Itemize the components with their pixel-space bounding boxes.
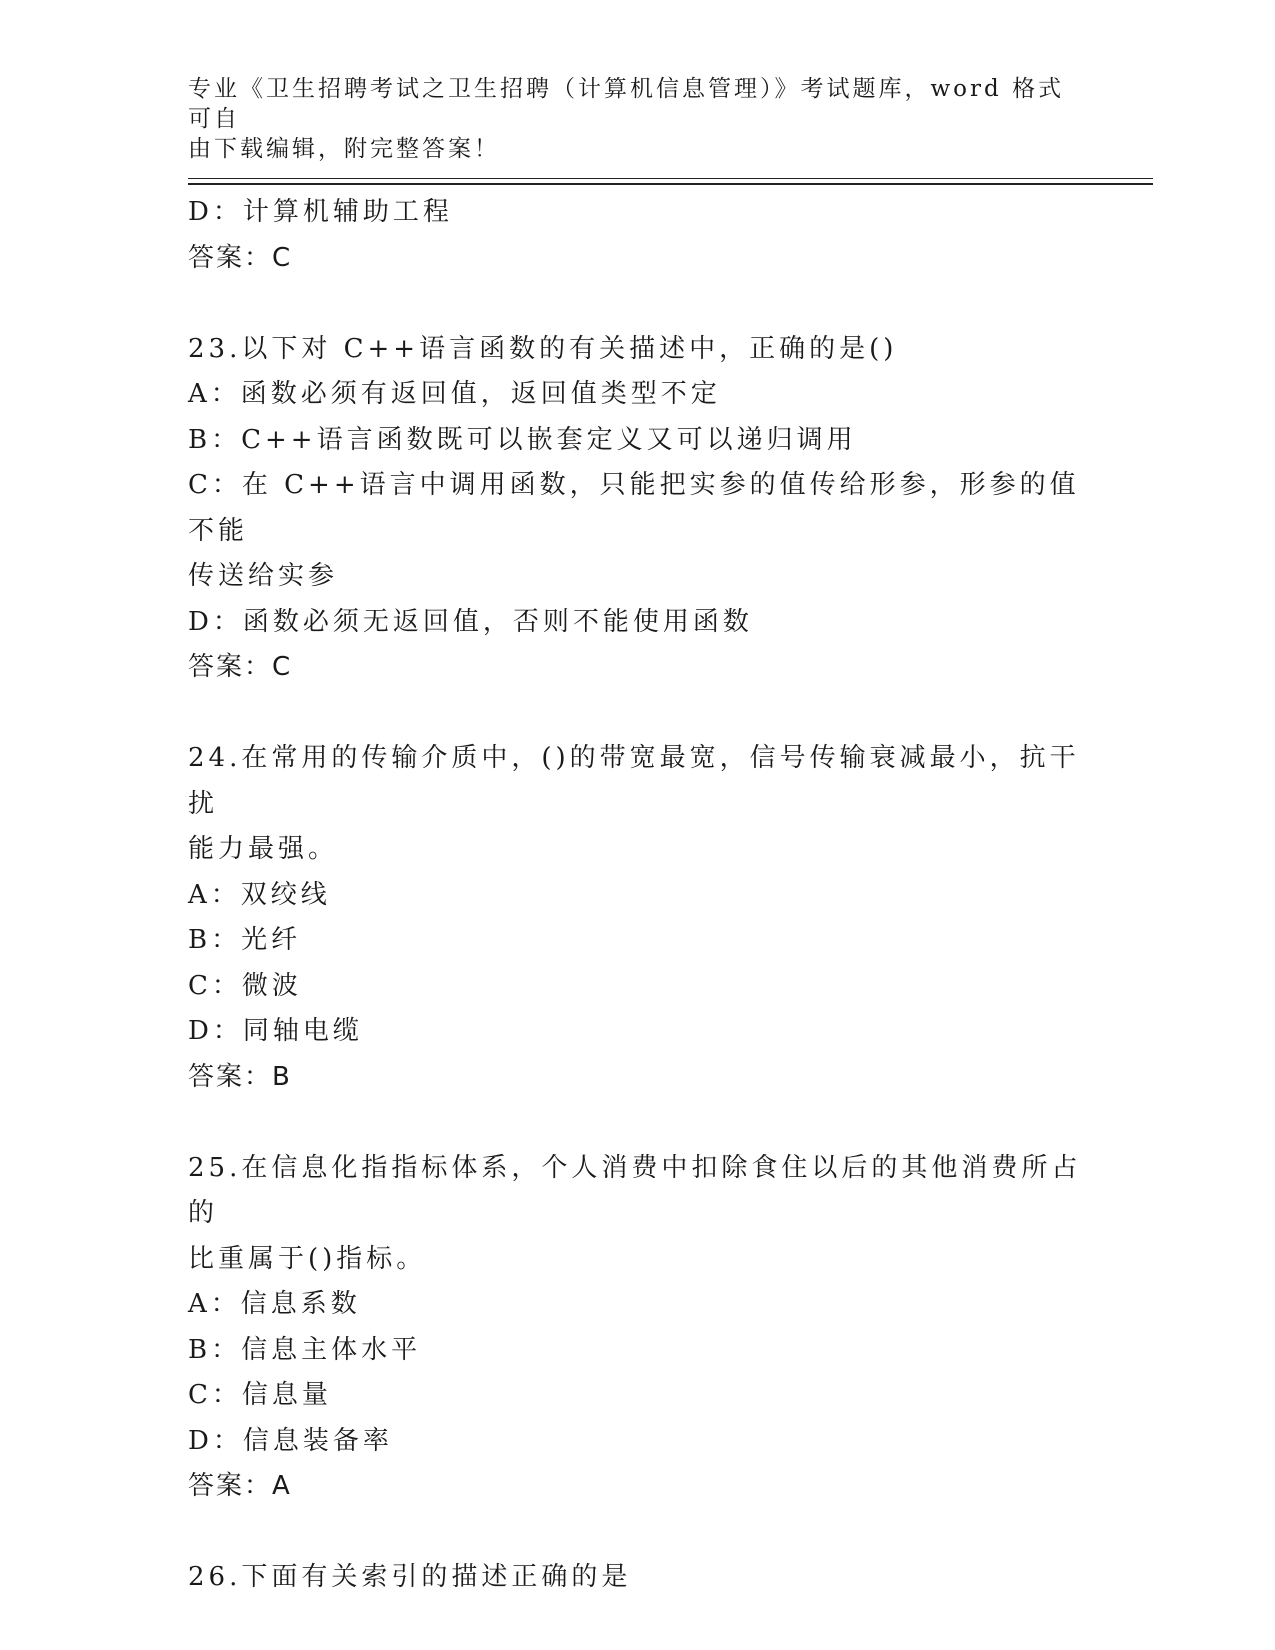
spacer xyxy=(188,691,1088,737)
question-stem: 25.在信息化指指标体系，个人消费中扣除食住以后的其他消费所占的 xyxy=(188,1152,1082,1228)
header-line-1: 专业《卫生招聘考试之卫生招聘（计算机信息管理）》考试题库，word 格式可自 xyxy=(188,76,1065,132)
spacer xyxy=(188,1510,1088,1556)
document-header xyxy=(188,74,1088,164)
option-d: D：函数必须无返回值，否则不能使用函数 xyxy=(188,606,753,637)
question-24 xyxy=(188,736,1088,1100)
prev-option-d: D：计算机辅助工程 xyxy=(188,197,453,227)
question-list xyxy=(188,190,1088,1601)
option-c: C：微波 xyxy=(188,970,302,1001)
answer: 答案：C xyxy=(188,652,293,682)
spacer xyxy=(188,1100,1088,1146)
question-26 xyxy=(188,1555,1088,1601)
question-25 xyxy=(188,1146,1088,1510)
header-divider-thin xyxy=(188,178,1153,179)
option-c-continued: 传送给实参 xyxy=(188,561,339,591)
question-stem: 24.在常用的传输介质中，()的带宽最宽，信号传输衰减最小，抗干扰 xyxy=(188,743,1080,819)
prev-answer: 答案：C xyxy=(188,242,293,273)
question-stem-continued: 能力最强。 xyxy=(188,834,339,864)
spacer xyxy=(188,281,1088,327)
option-b: B：光纤 xyxy=(188,925,302,955)
question-stem: 26.下面有关索引的描述正确的是 xyxy=(188,1562,632,1592)
option-a: A：函数必须有返回值，返回值类型不定 xyxy=(188,379,721,409)
question-23 xyxy=(188,327,1088,691)
header-divider-thick xyxy=(188,183,1153,185)
option-d: D：信息装备率 xyxy=(188,1425,393,1456)
question-stem: 23.以下对 C++语言函数的有关描述中，正确的是() xyxy=(188,333,898,364)
option-a: A：信息系数 xyxy=(188,1289,361,1319)
option-c: C：在 C++语言中调用函数，只能把实参的值传给形参，形参的值不能 xyxy=(188,470,1080,546)
option-d: D：同轴电缆 xyxy=(188,1016,363,1046)
question-stem-continued: 比重属于()指标。 xyxy=(188,1243,427,1274)
option-a: A：双绞线 xyxy=(188,879,331,910)
option-b: B：C++语言函数既可以嵌套定义又可以递归调用 xyxy=(188,424,857,455)
option-c: C：信息量 xyxy=(188,1380,332,1410)
option-b: B：信息主体水平 xyxy=(188,1334,422,1365)
answer: 答案：B xyxy=(188,1061,292,1092)
answer: 答案：A xyxy=(188,1471,292,1501)
header-line-2: 由下载编辑，附完整答案！ xyxy=(188,136,500,162)
